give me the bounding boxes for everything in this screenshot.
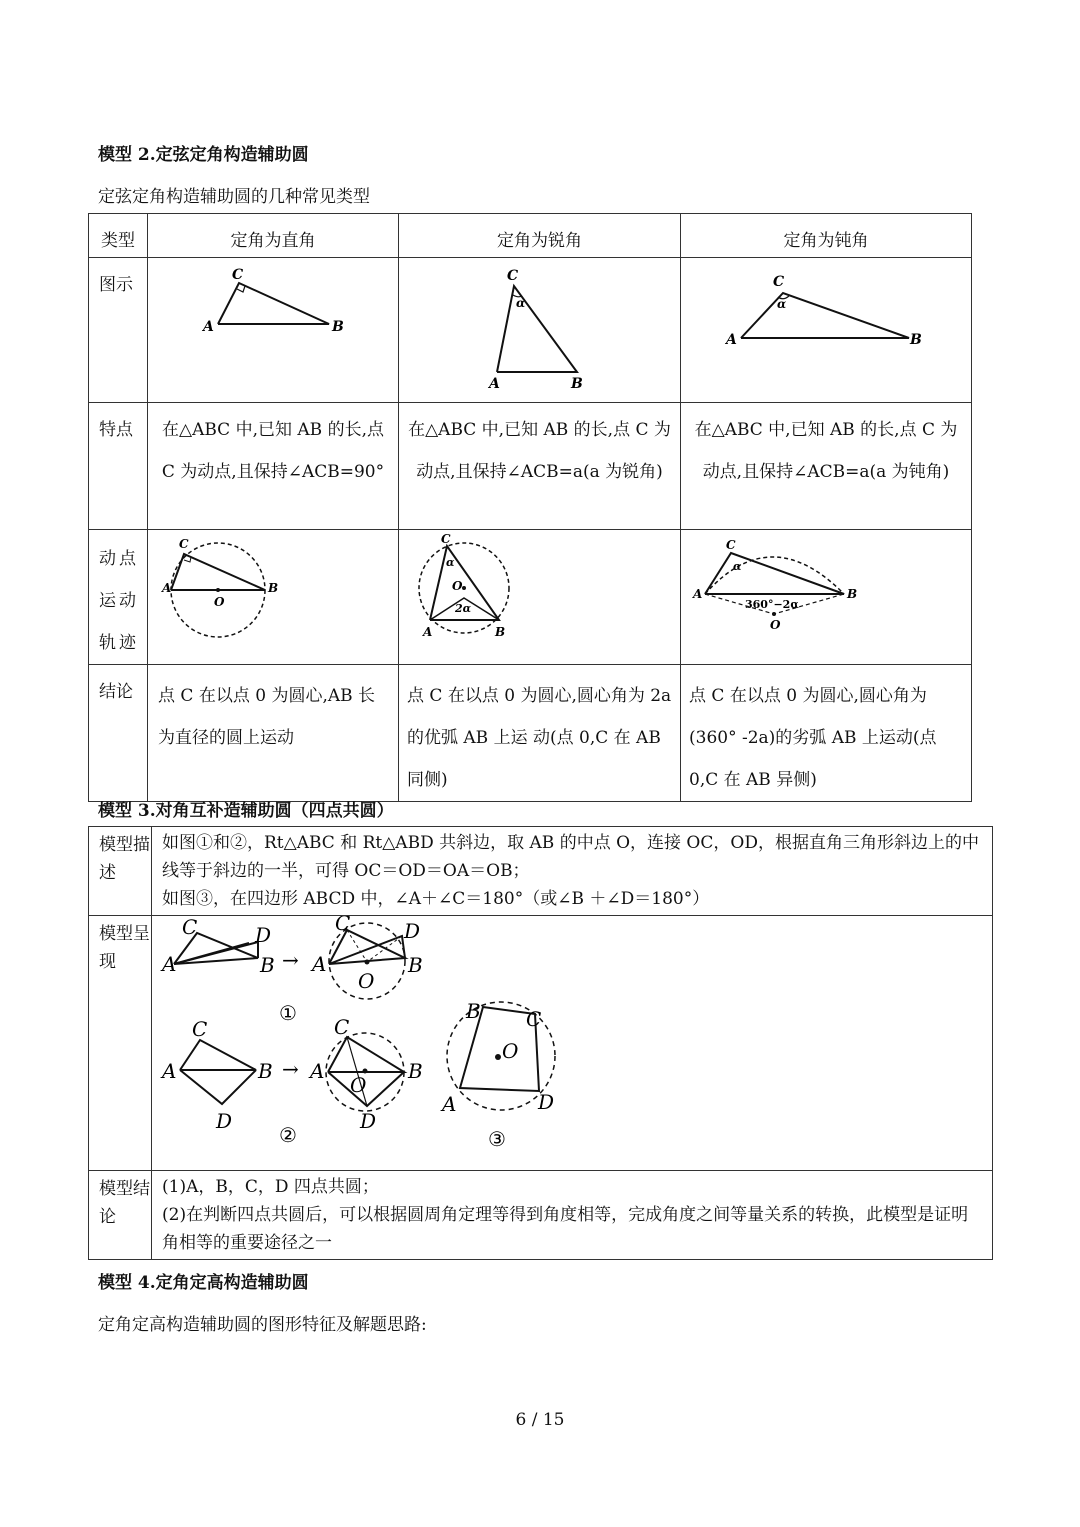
trait-acute: 在△ABC 中,已知 AB 的长,点 C 为动点,且保持∠ACB=a(a 为锐角) xyxy=(399,403,681,530)
description-line-2: 如图③，在四边形 ABCD 中，∠A＋∠C＝180°（或∠B ＋∠D＝180°） xyxy=(162,889,710,909)
section4-heading: 模型 4.定角定高构造辅助圆 xyxy=(98,1273,309,1293)
label-alpha: α xyxy=(733,560,742,573)
label-B: B xyxy=(466,999,481,1023)
label-C: C xyxy=(526,1007,542,1031)
label-B: B xyxy=(260,953,275,977)
label-B: B xyxy=(847,587,858,601)
label-model-presentation: 模型呈现 xyxy=(89,916,152,1171)
model-conclusion xyxy=(152,1171,993,1260)
label-C: C xyxy=(182,916,198,939)
label-alpha: α xyxy=(777,297,787,311)
label-model-conclusion: 模型结论 xyxy=(89,1171,152,1260)
fixed-chord-table xyxy=(88,213,972,802)
section2-subtitle: 定弦定角构造辅助圆的几种常见类型 xyxy=(98,187,370,207)
label-O: O xyxy=(350,1073,367,1097)
label-C: C xyxy=(441,532,451,546)
label-B: B xyxy=(495,625,506,639)
label-A: A xyxy=(310,1059,325,1083)
fig-number-2: ② xyxy=(279,1123,297,1147)
label-C: C xyxy=(507,268,519,284)
locus-acute xyxy=(399,530,681,665)
section2-heading: 模型 2.定弦定角构造辅助圆 xyxy=(98,145,309,165)
arrow-2: → xyxy=(282,1057,299,1081)
section3-heading: 模型 3.对角互补造辅助圆（四点共圆） xyxy=(98,801,394,821)
col-header-acute: 定角为锐角 xyxy=(399,214,681,258)
label-O: O xyxy=(502,1039,519,1063)
figure-acute-triangle xyxy=(399,258,681,403)
label-D: D xyxy=(538,1090,555,1114)
four-point-circle-table xyxy=(88,826,993,1260)
conclusion-right: 点 C 在以点 0 为圆心,AB 长为直径的圆上运动 xyxy=(148,665,399,802)
label-C: C xyxy=(179,537,189,551)
label-obtuse-arc: 360°−2α xyxy=(745,598,799,611)
figure-obtuse-triangle xyxy=(681,258,972,403)
col-header-type: 类型 xyxy=(89,214,148,258)
conclusion-acute: 点 C 在以点 0 为圆心,圆心角为 2a 的优弧 AB 上运 动(点 0,C 在 AB 同侧) xyxy=(399,665,681,802)
label-A: A xyxy=(203,319,214,335)
label-B: B xyxy=(408,1059,423,1083)
label-A: A xyxy=(162,581,172,595)
row-label-locus: 动点运动轨迹 xyxy=(89,530,148,665)
fig-number-3: ③ xyxy=(488,1127,506,1151)
page-number: 6 / 15 xyxy=(515,1410,565,1430)
label-B: B xyxy=(268,581,279,595)
label-B: B xyxy=(258,1059,273,1083)
label-A: A xyxy=(162,1059,177,1083)
label-C: C xyxy=(335,916,351,935)
label-C: C xyxy=(726,538,736,552)
label-B: B xyxy=(571,376,583,392)
label-C: C xyxy=(192,1017,208,1041)
arrow-1: → xyxy=(282,948,299,972)
label-O: O xyxy=(452,579,463,593)
col-header-right: 定角为直角 xyxy=(148,214,399,258)
label-D: D xyxy=(360,1109,377,1133)
label-D: D xyxy=(404,919,421,943)
label-O: O xyxy=(358,969,375,993)
label-O: O xyxy=(214,595,225,609)
label-B: B xyxy=(408,953,423,977)
model-figures xyxy=(152,916,993,1171)
label-C: C xyxy=(334,1015,350,1039)
row-label-traits: 特点 xyxy=(89,403,148,530)
label-alpha: α xyxy=(516,296,526,310)
section4-subtitle: 定角定高构造辅助圆的图形特征及解题思路: xyxy=(98,1315,427,1335)
conclusion-line-2: (2)在判断四点共圆后，可以根据圆周角定理等得到角度相等，完成角度之间等量关系的转换，此模型是证明角相等的重要途径之一 xyxy=(162,1205,969,1253)
trait-right: 在△ABC 中,已知 AB 的长,点 C 为动点,且保持∠ACB=90° xyxy=(148,403,399,530)
locus-right xyxy=(148,530,399,665)
label-D: D xyxy=(216,1109,233,1133)
label-model-description: 模型描述 xyxy=(89,827,152,916)
label-C: C xyxy=(232,267,244,283)
conclusion-obtuse: 点 C 在以点 0 为圆心,圆心角为(360° -2a)的劣弧 AB 上运动(点 0,C 在 AB 异侧) xyxy=(681,665,972,802)
label-A: A xyxy=(489,376,500,392)
label-A: A xyxy=(693,587,703,601)
label-O: O xyxy=(770,618,781,632)
label-B: B xyxy=(332,319,344,335)
label-A: A xyxy=(312,952,327,976)
conclusion-line-1: (1)A，B，C，D 四点共圆； xyxy=(162,1177,379,1197)
label-B: B xyxy=(910,332,922,348)
fig-number-1: ① xyxy=(279,1001,297,1025)
model-description xyxy=(152,827,993,916)
label-A: A xyxy=(442,1092,457,1116)
locus-obtuse xyxy=(681,530,972,665)
label-A: A xyxy=(423,625,433,639)
label-C: C xyxy=(773,274,785,290)
label-alpha: α xyxy=(446,556,455,569)
label-D: D xyxy=(255,923,272,947)
row-label-conclusion: 结论 xyxy=(89,665,148,802)
label-2alpha: 2α xyxy=(455,602,472,615)
label-A: A xyxy=(162,952,177,976)
trait-obtuse: 在△ABC 中,已知 AB 的长,点 C 为动点,且保持∠ACB=a(a 为钝角) xyxy=(681,403,972,530)
label-A: A xyxy=(726,332,737,348)
col-header-obtuse: 定角为钝角 xyxy=(681,214,972,258)
row-label-figure: 图示 xyxy=(89,258,148,403)
figure-right-triangle xyxy=(148,258,399,403)
description-line-1: 如图①和②，Rt△ABC 和 Rt△ABD 共斜边，取 AB 的中点 O，连接 OC，OD，根据直角三角形斜边上的中线等于斜边的一半，可得 OC＝OD＝OA＝OB； xyxy=(162,833,979,881)
